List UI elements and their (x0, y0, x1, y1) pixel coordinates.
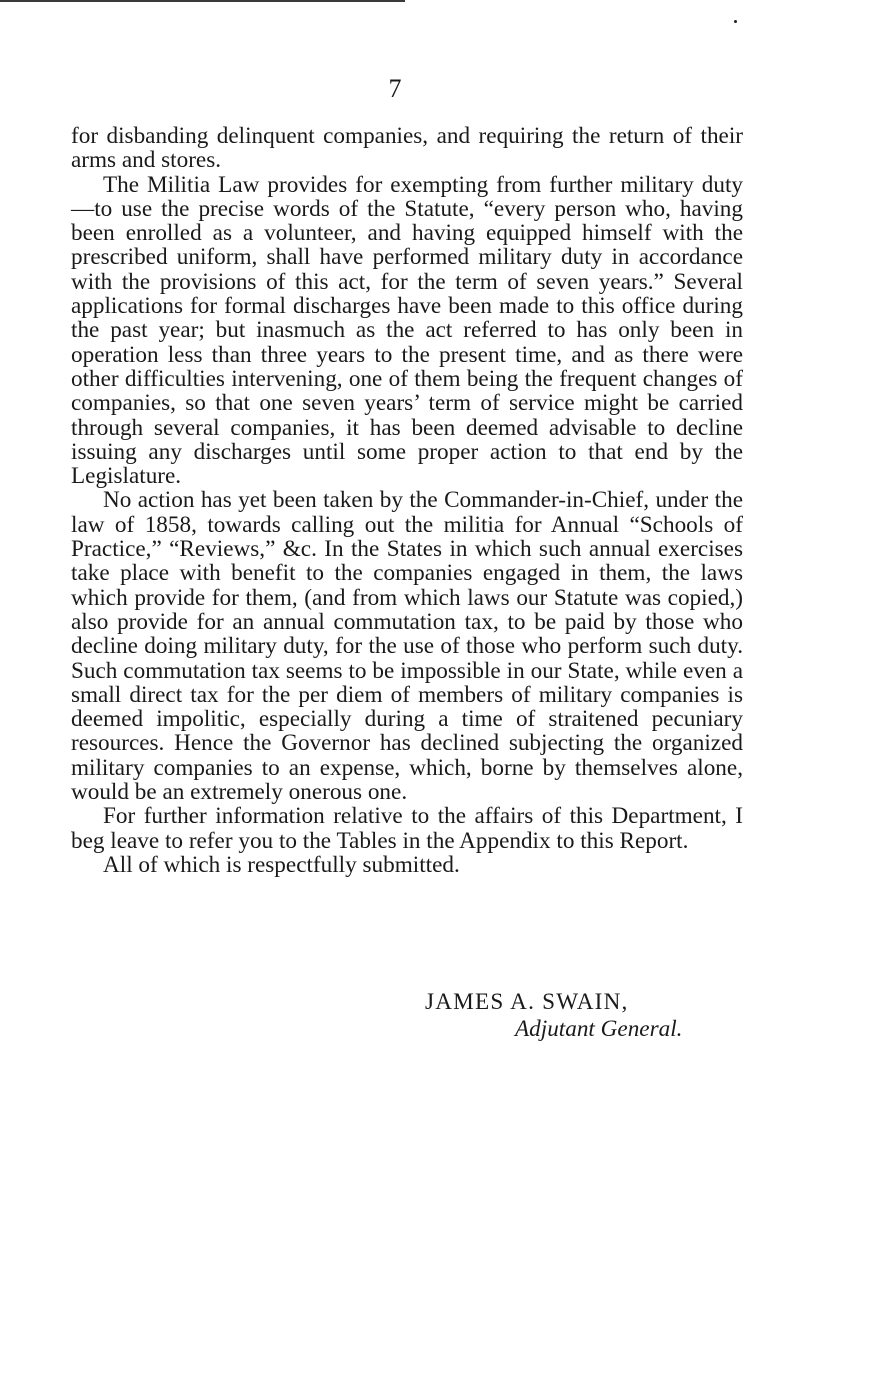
paragraph-no-action: No action has yet been taken by the Commander-in-Chief, under the law of 1858, towards calling out the militia for Annual “Schools of Practice,” “Reviews,” &c. In the States in which such annual exercises take place with benefit to the companies engaged in them, the laws which provide for them, (and from which laws our Statute was copied,) also provide for an annual commutation tax, to be paid by those who decline doing military duty, for the use of those who perform such duty. Such commutation tax seems to be impossible in our State, while even a small direct tax for the per diem of members of military companies is deemed impolitic, especially during a time of straitened pecuniary resources. Hence the Governor has declined subjecting the organized military companies to an expense, which, borne by themselves alone, would be an extremely onerous one. (71, 487, 743, 806)
paragraph-further-information: For further information relative to the affairs of this Department, I beg leave to refer you to the Tables in the Appendix to this Report. (71, 803, 743, 854)
body-text (71, 124, 743, 877)
paragraph-closing: All of which is respectfully submitted. (103, 851, 460, 878)
paragraph-continuation: for disbanding delinquent companies, and requiring the return of their arms and stores. (71, 123, 743, 174)
top-rule (0, 0, 405, 2)
page-number: 7 (388, 74, 402, 103)
signature-title: Adjutant General. (515, 1016, 683, 1042)
signature-name: JAMES A. SWAIN, (425, 989, 629, 1015)
ink-speck (734, 20, 737, 23)
paragraph-militia-law: The Militia Law provides for exempting from further military duty—to use the precise words of the Statute, “every person who, having been enrolled as a volunteer, and having equipped himself with the prescribed uniform, shall have performed military duty in accordance with the provisions of this act, for the term of seven years.” Several applications for formal discharges have been made to this office during the past year; but inasmuch as the act referred to has only been in operation less than three years to the present time, and as there were other difficulties intervening, one of them being the frequent changes of companies, so that one seven years’ term of service might be carried through several companies, it has been deemed advisable to decline issuing any discharges until some proper action to that end by the Legislature. (71, 171, 743, 490)
